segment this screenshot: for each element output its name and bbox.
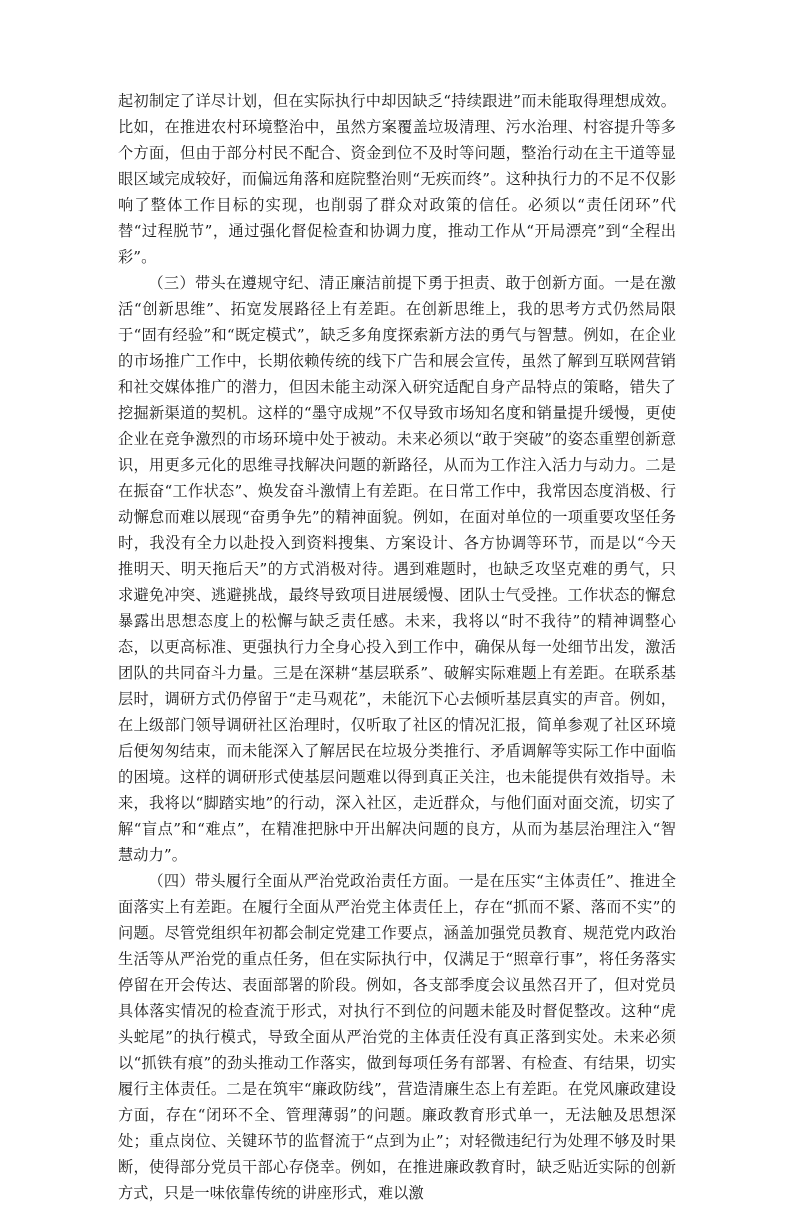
document-body — [118, 88, 676, 1206]
paragraph-section-three: （三）带头在遵规守纪、清正廉洁前提下勇于担责、敢于创新方面。一是在激活“创新思维”、拓宽发展路径上有差距。在创新思维上，我的思考方式仍然局限于“固有经验”和“既定模式”，缺乏多角度探索新方法的勇气与智慧。例如，在企业的市场推广工作中，长期依赖传统的线下广告和展会宣传，虽然了解到互联网营销和社交媒体推广的潜力，但因未能主动深入研究适配自身产品特点的策略，错失了挖掘新渠道的契机。这样的“墨守成规”不仅导致市场知名度和销量提升缓慢，更使企业在竞争激烈的市场环境中处于被动。未来必须以“敢于突破”的姿态重塑创新意识，用更多元化的思维寻找解决问题的新路径，从而为工作注入活力与动力。二是在振奋“工作状态”、焕发奋斗激情上有差距。在日常工作中，我常因态度消极、行动懈怠而难以展现“奋勇争先”的精神面貌。例如，在面对单位的一项重要攻坚任务时，我没有全力以赴投入到资料搜集、方案设计、各方协调等环节，而是以“今天推明天、明天拖后天”的方式消极对待。遇到难题时，也缺乏攻坚克难的勇气，只求避免冲突、逃避挑战，最终导致项目进展缓慢、团队士气受挫。工作状态的懈怠暴露出思想态度上的松懈与缺乏责任感。未来，我将以“时不我待”的精神调整心态，以更高标准、更强执行力全身心投入到工作中，确保从每一处细节出发，激活团队的共同奋斗力量。三是在深耕“基层联系”、破解实际难题上有差距。在联系基层时，调研方式仍停留于“走马观花”，未能沉下心去倾听基层真实的声音。例如，在上级部门领导调研社区治理时，仅听取了社区的情况汇报，简单参观了社区环境后便匆匆结束，而未能深入了解居民在垃圾分类推行、矛盾调解等实际工作中面临的困境。这样的调研形式使基层问题难以得到真正关注，也未能提供有效指导。未来，我将以“脚踏实地”的行动，深入社区，走近群众，与他们面对面交流，切实了解“盲点”和“难点”，在精准把脉中开出解决问题的良方，从而为基层治理注入“智慧动力”。 — [118, 274, 676, 864]
paragraph-section-four: （四）带头履行全面从严治党政治责任方面。一是在压实“主体责任”、推进全面落实上有差距。在履行全面从严治党主体责任上，存在“抓而不紧、落而不实”的问题。尽管党组织年初都会制定党建工作要点，涵盖加强党员教育、规范党内政治生活等从严治党的重点任务，但在实际执行中，仅满足于“照章行事”，将任务落实停留在开会传达、表面部署的阶段。例如，各支部季度会议虽然召开了，但对党员具体落实情况的检查流于形式，对执行不到位的问题未能及时督促整改。这种“虎头蛇尾”的执行模式，导致全面从严治党的主体责任没有真正落到实处。未来必须以“抓铁有痕”的劲头推动工作落实，做到每项任务有部署、有检查、有结果，切实履行主体责任。二是在筑牢“廉政防线”，营造清廉生态上有差距。在党风廉政建设方面，存在“闭环不全、管理薄弱”的问题。廉政教育形式单一，无法触及思想深处；重点岗位、关键环节的监督流于“点到为止”；对轻微违纪行为处理不够及时果断，使得部分党员干部心存侥幸。例如，在推进廉政教育时，缺乏贴近实际的创新方式，只是一味依靠传统的讲座形式，难以激 — [118, 872, 676, 1202]
paragraph-continuation: 起初制定了详尽计划，但在实际执行中却因缺乏“持续跟进”而未能取得理想成效。比如，在推进农村环境整治中，虽然方案覆盖垃圾清理、污水治理、村容提升等多个方面，但由于部分村民不配合、资金到位不及时等问题，整治行动在主干道等显眼区域完成较好，而偏远角落和庭院整治则“无疾而终”。这种执行力的不足不仅影响了整体工作目标的实现，也削弱了群众对政策的信任。必须以“责任闭环”代替“过程脱节”，通过强化督促检查和协调力度，推动工作从“开局漂亮”到“全程出彩”。 — [118, 92, 676, 266]
